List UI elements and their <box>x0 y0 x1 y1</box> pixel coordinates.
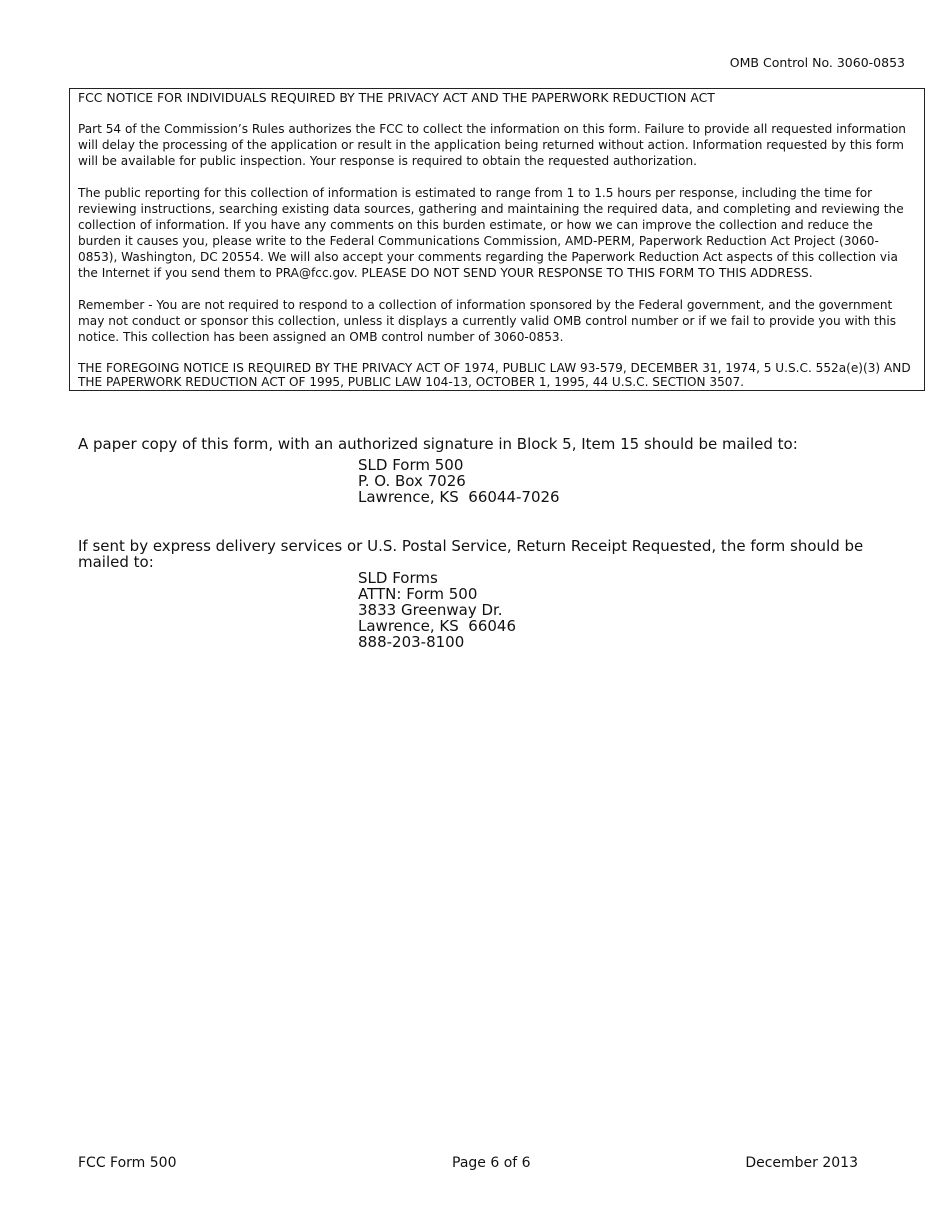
mailing-address <box>358 457 560 505</box>
notice-paragraph-remember: Remember - You are not required to respond to a collection of information sponsored by the Federal government, and the government may not conduct or sponsor this collection, unless it displays a currently valid OMB control number or if we fail to provide you with this notice. This collection has been assigned an OMB control number of 3060-0853. <box>78 298 897 344</box>
privacy-act-notice-box <box>69 88 925 391</box>
address-line: SLD Forms <box>358 569 438 587</box>
express-delivery-address <box>358 570 516 650</box>
address-line: ATTN: Form 500 <box>358 585 478 603</box>
notice-paragraph-authority: Part 54 of the Commission’s Rules authorizes the FCC to collect the information on this form. Failure to provide all requested information will delay the processing of the application or result in the application being returned without action. Information requested by this form will be available for public inspection. Your response is required to obtain the requested authorization. <box>78 122 906 168</box>
notice-paragraph-burden: The public reporting for this collection of information is estimated to range from 1 to 1.5 hours per response, including the time for reviewing instructions, searching existing data sources, gathering and maintaining the required data, and completing and reviewing the collection of information. If you have any comments on this burden estimate, or how we can improve the collection and reduce the burden it causes you, please write to the Federal Communications Commission, AMD-PERM, Paperwork Reduction Act Project (3060-0853), Washington, DC 20554. We will also accept your comments regarding the Paperwork Reduction Act aspects of this collection via the Internet if you send them to PRA@fcc.gov. PLEASE DO NOT SEND YOUR RESPONSE TO THIS FORM TO THIS ADDRESS. <box>78 186 904 280</box>
address-line: SLD Form 500 <box>358 456 464 474</box>
address-line: Lawrence, KS 66044-7026 <box>358 488 560 506</box>
footer-date: December 2013 <box>745 1155 858 1171</box>
footer-form-name: FCC Form 500 <box>78 1155 177 1171</box>
mailing-instructions: A paper copy of this form, with an authorized signature in Block 5, Item 15 should be mailed to: <box>78 435 798 453</box>
address-line: Lawrence, KS 66046 <box>358 617 517 635</box>
express-delivery-instructions: If sent by express delivery services or U.S. Postal Service, Return Receipt Requested, the form should be mailed to: <box>78 537 864 571</box>
address-line: P. O. Box 7026 <box>358 472 466 490</box>
footer-page-number: Page 6 of 6 <box>452 1155 531 1171</box>
omb-control-number: OMB Control No. 3060-0853 <box>729 55 905 70</box>
notice-paragraph-legal: THE FOREGOING NOTICE IS REQUIRED BY THE PRIVACY ACT OF 1974, PUBLIC LAW 93-579, DECEMBER 31, 1974, 5 U.S.C. 552a(e)(3) AND THE PAPERWORK REDUCTION ACT OF 1995, PUBLIC LAW 104-13, OCTOBER 1, 1995, 44 U.S.C. SECTION 3507. <box>78 361 911 389</box>
address-line: 3833 Greenway Dr. <box>358 601 503 619</box>
notice-title: FCC NOTICE FOR INDIVIDUALS REQUIRED BY THE PRIVACY ACT AND THE PAPERWORK REDUCTION ACT <box>78 90 715 105</box>
phone-number: 888-203-8100 <box>358 633 465 651</box>
